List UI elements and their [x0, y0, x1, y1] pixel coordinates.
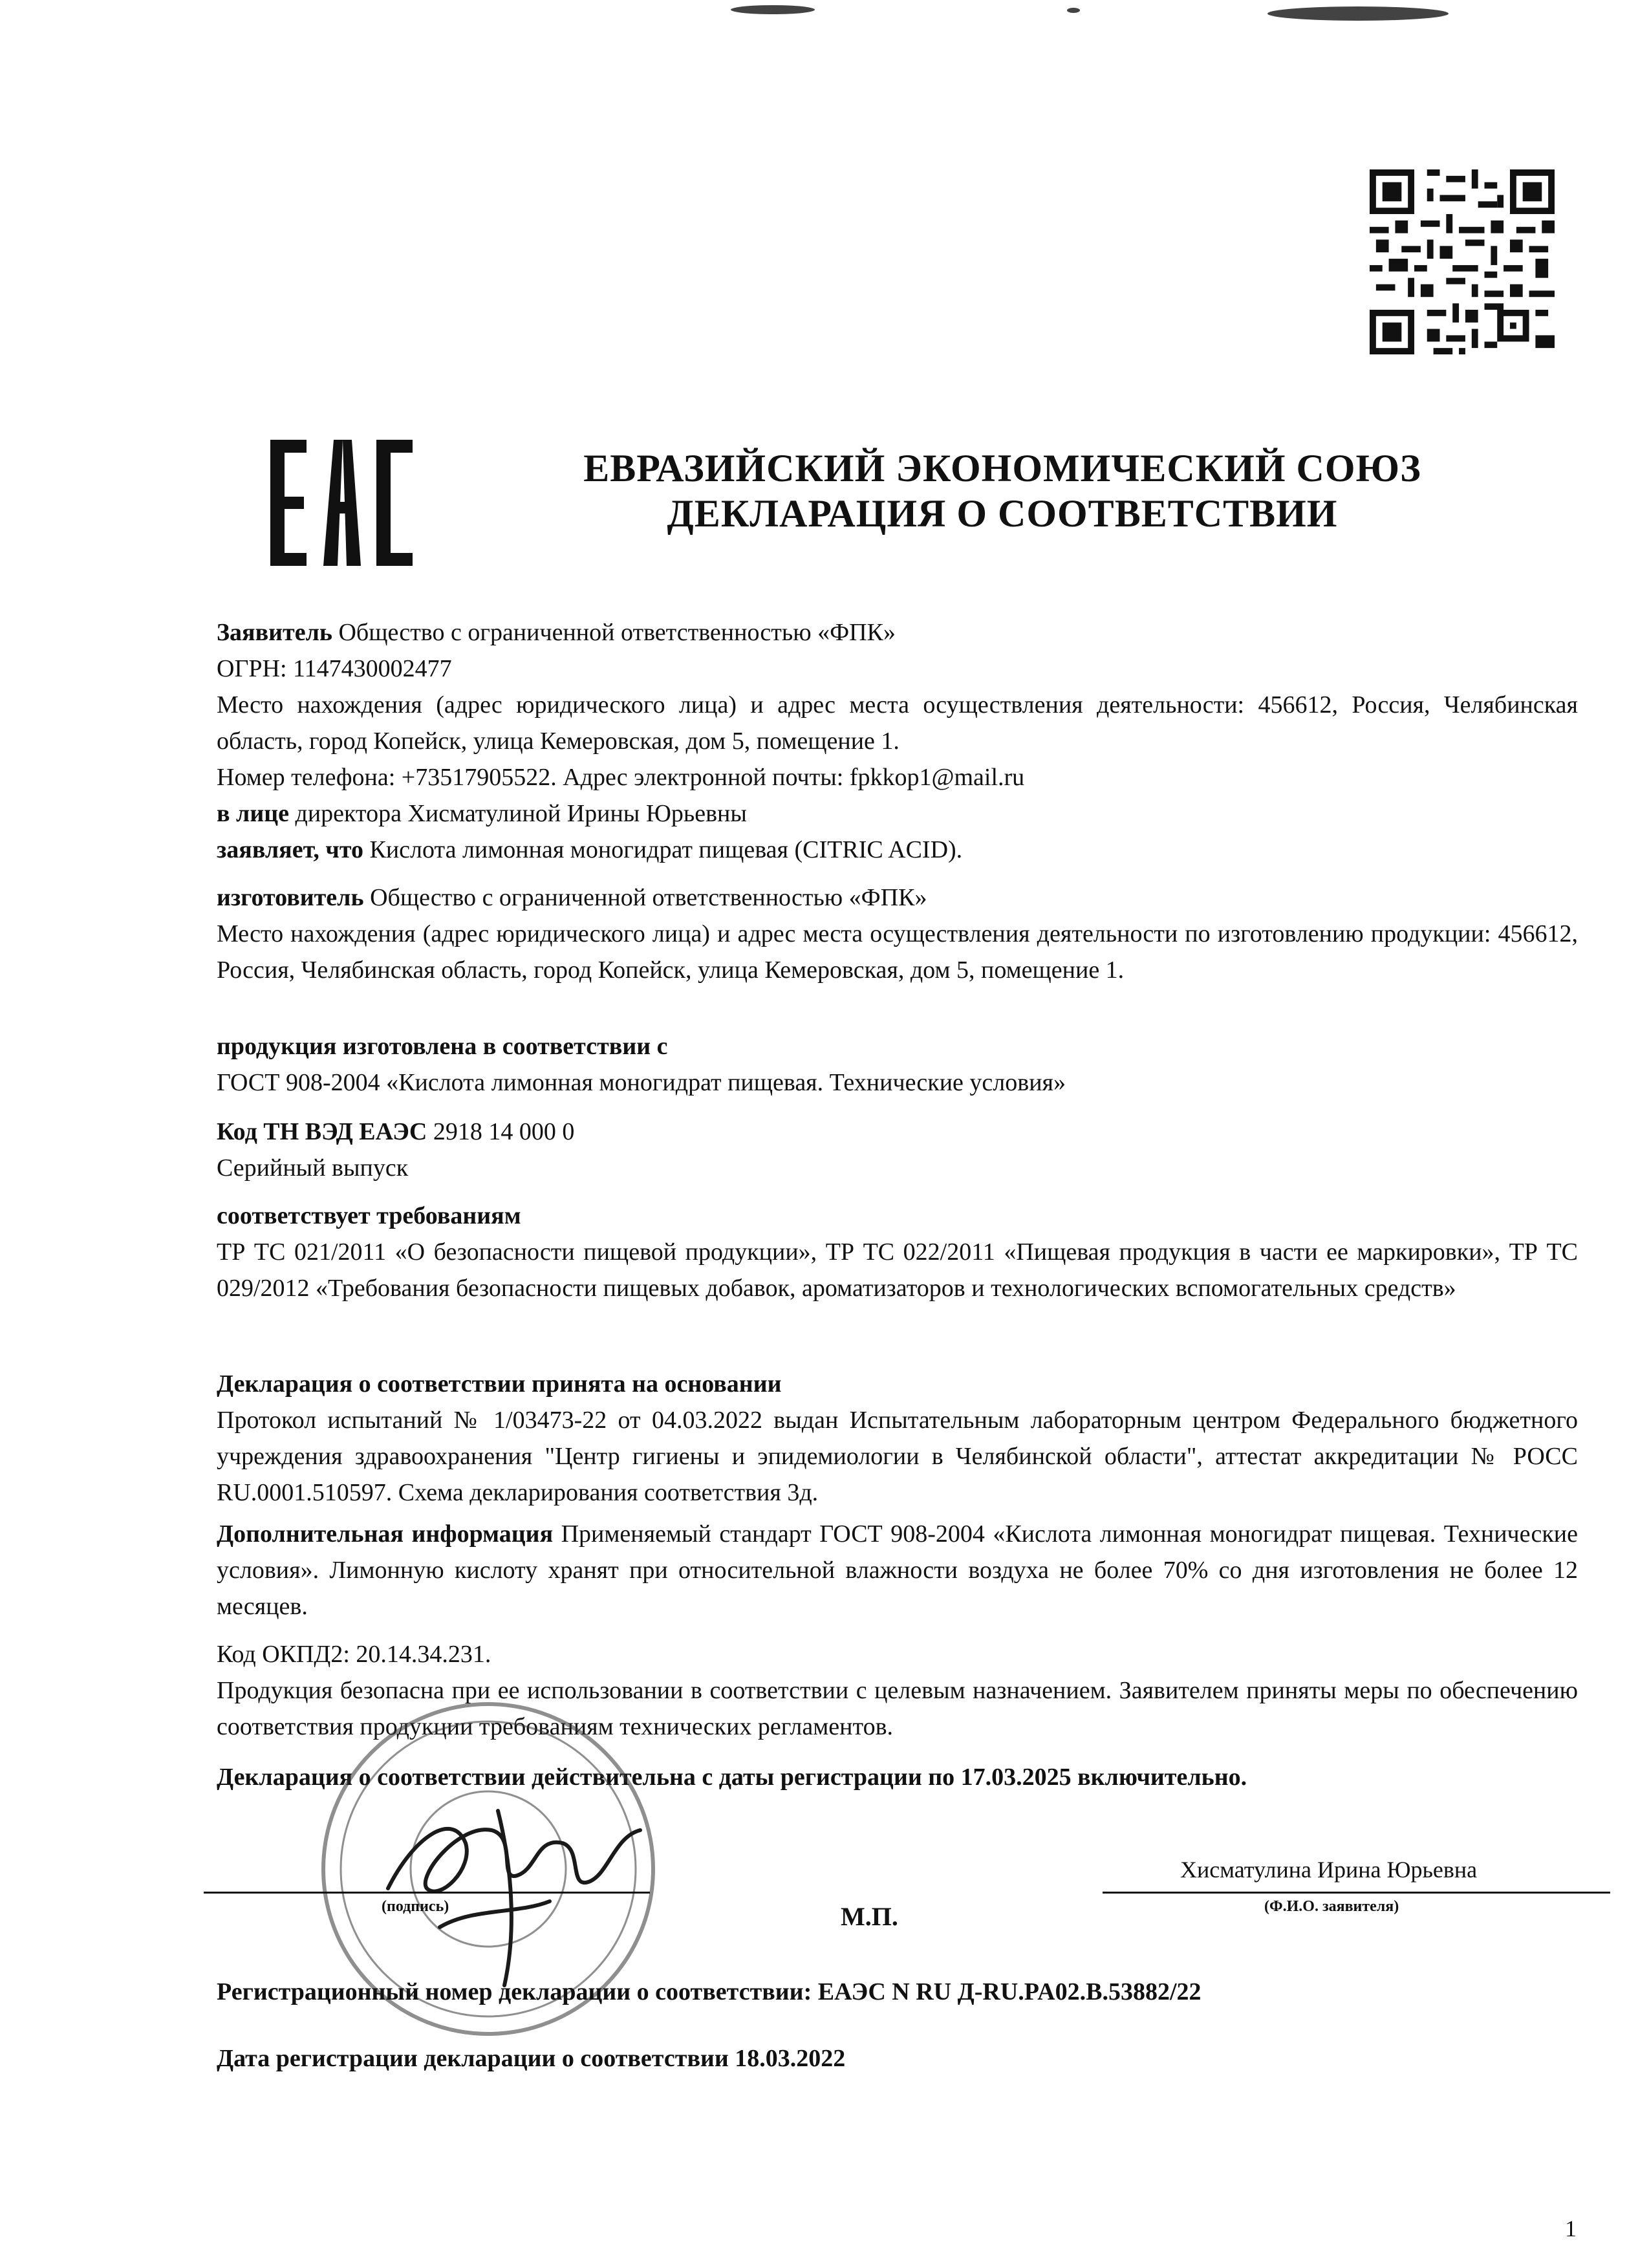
additional-label: Дополнительная информация: [217, 1520, 554, 1548]
representative-name: директора Хисматулиной Ирины Юрьевны: [295, 800, 747, 827]
okpd-code: Код ОКПД2: 20.14.34.231.: [217, 1641, 491, 1668]
applicant-name: Общество с ограниченной ответственностью «ФПК»: [338, 619, 896, 646]
product-name: Кислота лимонная моногидрат пищевая (CITRIC ACID).: [369, 836, 963, 863]
union-title: ЕВРАЗИЙСКИЙ ЭКОНОМИЧЕСКИЙ СОЮЗ: [583, 447, 1421, 490]
requirements-value: ТР ТС 021/2011 «О безопасности пищевой продукции», ТР ТС 022/2011 «Пищевая продукция в части ее маркировки», ТР ТС 029/2012 «Требования безопасности пищевых добавок, ароматизаторов и технологических вспомогательных средств»: [217, 1238, 1578, 1302]
applicant-contacts: Номер телефона: +73517905522. Адрес электронной почты: fpkkop1@mail.ru: [217, 764, 1025, 791]
representative-label: в лице: [217, 800, 289, 827]
applicant-fullname: Хисматулина Ирина Юрьевна: [1180, 1857, 1478, 1883]
tnved-code-line: [217, 1114, 1578, 1150]
manufacturer-line: [217, 880, 1578, 916]
scan-smudge: [731, 5, 815, 14]
seal-place-label: М.П.: [841, 1902, 898, 1931]
manufacturer-name: Общество с ограниченной ответственностью «ФПК»: [370, 884, 927, 911]
tnved-label: Код ТН ВЭД ЕАЭС: [217, 1118, 427, 1145]
release-type: Серийный выпуск: [217, 1154, 409, 1182]
declares-label: заявляет, что: [217, 836, 363, 863]
document-title: ДЕКЛАРАЦИЯ О СООТВЕТСТВИИ: [667, 492, 1338, 535]
basis-value: Протокол испытаний № 1/03473-22 от 04.03.2022 выдан Испытательным лабораторным центром Федерального бюджетного учреждения здравоохранения "Центр гигиены и эпидемиологии в Челябинской области", аттестат аккредитации № РОСС RU.0001.510597. Схема декларирования соответствия 3д.: [217, 1407, 1578, 1506]
scan-smudge: [1267, 6, 1449, 21]
name-line: [1103, 1892, 1610, 1894]
page-number: 1: [1565, 2216, 1577, 2241]
additional-info: [217, 1516, 1578, 1625]
registration-date: Дата регистрации декларации о соответствии 18.03.2022: [217, 2045, 846, 2072]
produced-per-standard: ГОСТ 908-2004 «Кислота лимонная моногидрат пищевая. Технические условия»: [217, 1069, 1066, 1096]
signature-caption: (подпись): [382, 1898, 449, 1915]
manufacturer-label: изготовитель: [217, 884, 364, 911]
applicant-address: Место нахождения (адрес юридического лица) и адрес места осуществления деятельности: 456612, Россия, Челябинская область, город Копейск, улица Кемеровская, дом 5, помещение 1.: [217, 691, 1578, 755]
applicant-label: Заявитель: [217, 619, 332, 646]
signature-line: [204, 1892, 650, 1894]
applicant-representative: [217, 795, 1578, 832]
validity-statement: Декларация о соответствии действительна с даты регистрации по 17.03.2025 включительно.: [217, 1764, 1247, 1791]
applicant-line: [217, 614, 1578, 651]
applicant-ogrn: ОГРН: 1147430002477: [217, 655, 452, 682]
basis-label: Декларация о соответствии принята на основании: [217, 1370, 782, 1398]
manufacturer-address: Место нахождения (адрес юридического лица) и адрес места осуществления деятельности по изготовлению продукции: 456612, Россия, Челябинская область, город Копейск, улица Кемеровская, дом 5, помещение 1.: [217, 920, 1578, 984]
produced-per-label: продукция изготовлена в соответствии с: [217, 1033, 668, 1060]
additional-value: Применяемый стандарт ГОСТ 908-2004 «Кислота лимонная моногидрат пищевая. Технические условия». Лимонную кислоту хранят при относительной влажности воздуха не более 70% со дня изготовления не более 12 месяцев.: [217, 1520, 1578, 1620]
qr-code: [1370, 169, 1555, 354]
name-caption: (Ф.И.О. заявителя): [1264, 1898, 1399, 1915]
requirements-label: соответствует требованиям: [217, 1202, 521, 1229]
declaration-subject: [217, 832, 1578, 868]
scan-smudge: [1067, 8, 1080, 13]
eac-logo: [270, 440, 413, 566]
tnved-value: 2918 14 000 0: [433, 1118, 575, 1145]
safety-statement: Продукция безопасна при ее использовании в соответствии с целевым назначением. Заявителем приняты меры по обеспечению соответствия продукции требованиям технических регламентов.: [217, 1677, 1578, 1740]
registration-number: Регистрационный номер декларации о соответствии: ЕАЭС N RU Д-RU.PA02.B.53882/22: [217, 1978, 1202, 2005]
